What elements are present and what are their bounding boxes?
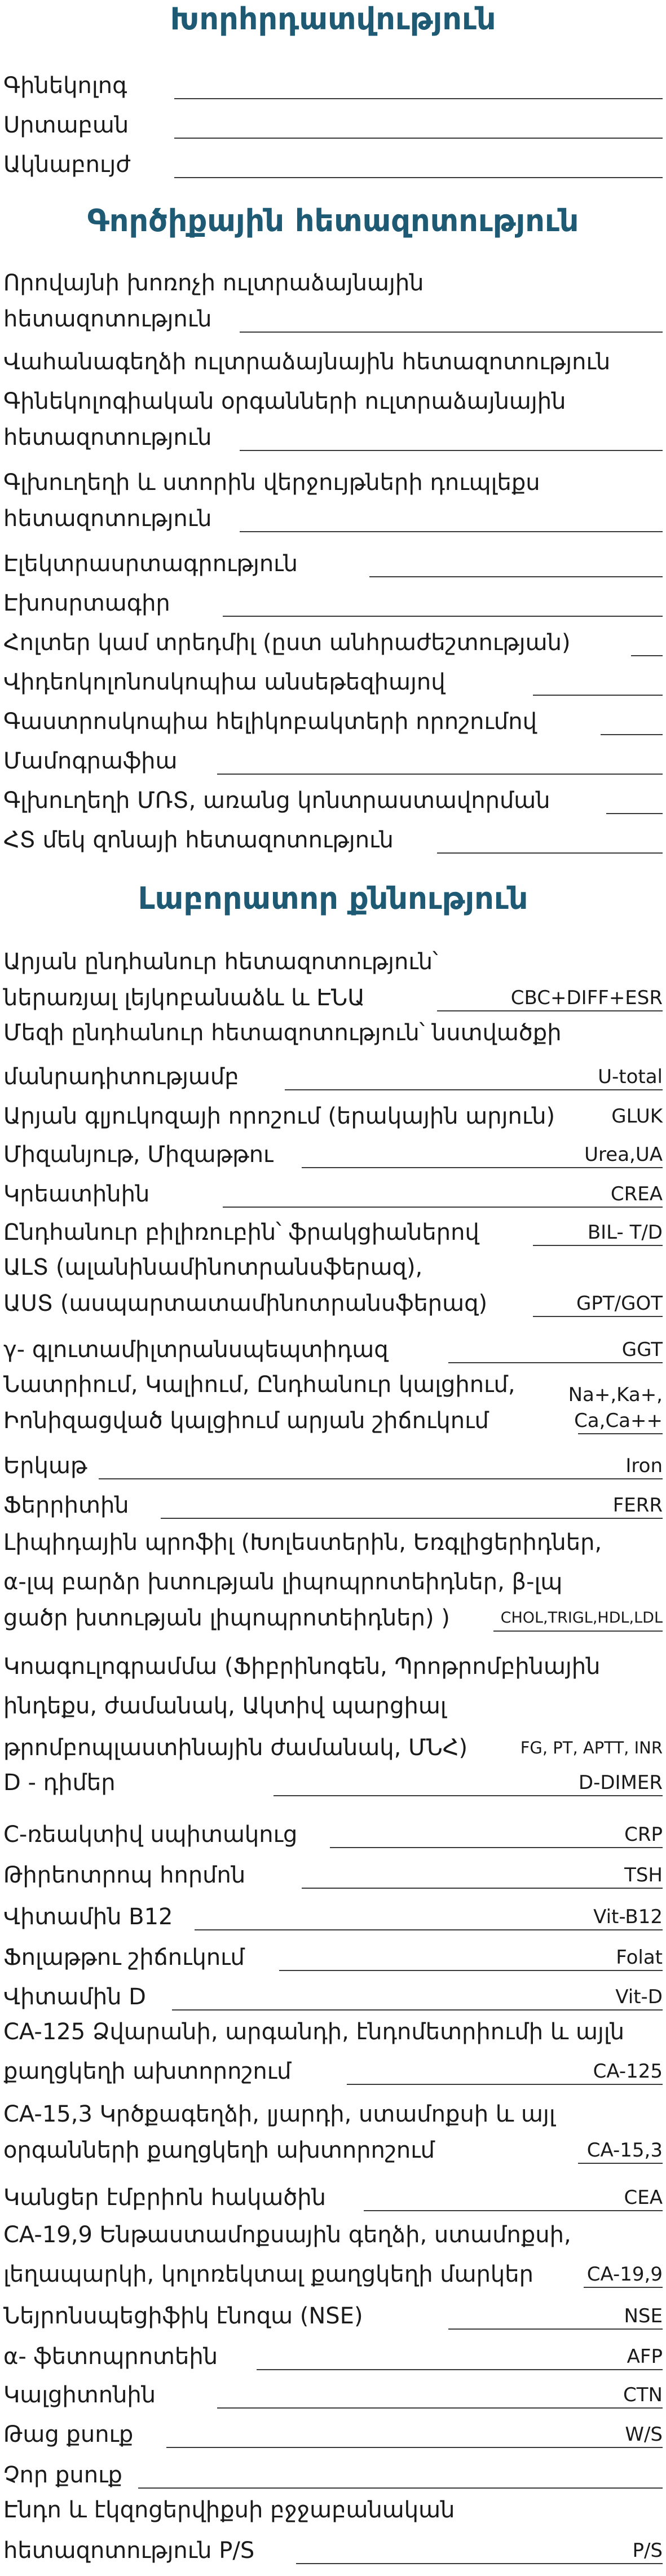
- item-label-line1: ԱԼՏ (ալանինամինոտրանսֆերազ),: [3, 1254, 423, 1280]
- fill-line[interactable]: [217, 774, 663, 775]
- item-label-line2: Իոնիզացված կալցիում արյան շիճուկում: [3, 1408, 489, 1434]
- item-label-line2: ինդեքս, ժամանակ, Ակտիվ պարցիալ: [3, 1693, 447, 1719]
- test-code: CBC+DIFF+ESR: [510, 987, 663, 1009]
- test-code: Ca,Ca++: [574, 1409, 663, 1432]
- item-label-line2: մանրադիտությամբ: [3, 1064, 239, 1090]
- instrumental-row: [0, 268, 666, 339]
- fill-line[interactable]: [99, 1478, 663, 1479]
- fill-line[interactable]: [161, 1518, 663, 1519]
- lab-row: [0, 1097, 666, 1137]
- item-label-line1: Գինեկոլոգիական օրգանների ուլտրաձայնային: [3, 388, 566, 414]
- fill-line[interactable]: [606, 813, 663, 814]
- fill-line[interactable]: [240, 450, 663, 451]
- test-code: CEA: [624, 2186, 663, 2209]
- instrumental-row: [0, 821, 666, 860]
- item-label: Հոլտեր կամ տրեդմիլ (ըստ անհրաժեշտության): [3, 630, 571, 656]
- item-label: Կանցեր էմբրիոն հակածին: [3, 2185, 326, 2211]
- test-code: Folat: [616, 1946, 663, 1969]
- fill-line[interactable]: [369, 576, 663, 577]
- test-code: CHOL,TRIGL,HDL,LDL: [500, 1609, 663, 1627]
- lab-row: [0, 1764, 666, 1803]
- fill-line[interactable]: [330, 1847, 663, 1848]
- test-code: FG, PT, APTT, INR: [520, 1738, 663, 1757]
- consult-row-cardiologist: [0, 106, 666, 145]
- item-label-line2: α-լպ բարձր խտության լիպոպրոտեիդներ, β-լպ: [3, 1569, 563, 1595]
- item-label: Երկաթ: [3, 1453, 87, 1479]
- item-label-line2: հետազոտություն: [3, 425, 212, 450]
- item-label-line2: ԱՍՏ (ասպարտատամինոտրանսֆերազ): [3, 1291, 488, 1316]
- fill-line[interactable]: [274, 1795, 663, 1796]
- item-label-line2: լեղապարկի, կոլոռեկտալ քաղցկեղի մարկեր: [3, 2261, 533, 2287]
- item-label: C-ռեակտիվ սպիտակուց: [3, 1822, 298, 1848]
- fill-line[interactable]: [302, 1888, 663, 1889]
- item-label: Թաց քսուք: [3, 2422, 134, 2447]
- lab-row: [0, 1018, 666, 1097]
- item-label: Վիդեոկոլոնոսկոպիա անսեթեզիայով: [3, 669, 446, 695]
- consultation-heading: Խորհրդատվություն: [170, 1, 496, 37]
- fill-line[interactable]: [240, 332, 663, 333]
- fill-line[interactable]: [584, 2287, 663, 2288]
- lab-row: [0, 1856, 666, 1895]
- lab-row: [0, 1815, 666, 1855]
- fill-line[interactable]: [631, 655, 663, 656]
- test-code: U-total: [598, 1066, 663, 1088]
- item-label-line1: CA-125 Ձվարանի, արգանդի, էնդոմետրիումի և այլն: [3, 2019, 625, 2045]
- lab-row: [0, 1331, 666, 1370]
- instrumental-row: [0, 584, 666, 624]
- test-code: BIL- T/D: [587, 1221, 663, 1244]
- consult-label: Ակնաբույժ: [3, 152, 131, 178]
- test-code: CTN: [623, 2384, 663, 2406]
- lab-row: [0, 2338, 666, 2377]
- instrumental-row: [0, 702, 666, 742]
- item-label: Ֆերրիտին: [3, 1492, 129, 1518]
- test-code: GLUK: [611, 1105, 663, 1128]
- lab-row: [0, 947, 666, 1018]
- item-label: Էխոսրտագիր: [3, 590, 170, 616]
- lab-row: [0, 2297, 666, 2336]
- instrumental-row: [0, 742, 666, 781]
- lab-row: [0, 1652, 666, 1768]
- item-label: α- ֆետոպրոտեին: [3, 2344, 218, 2370]
- item-label: Վահանագեղձի ուլտրաձայնային հետազոտություն: [3, 349, 611, 375]
- test-code: Vit-B12: [593, 1906, 663, 1928]
- instrumental-row: [0, 343, 666, 382]
- instrumental-row: [0, 624, 666, 663]
- item-label: Միզանյութ, Միզաթթու: [3, 1142, 274, 1168]
- item-label: Վիտամին D: [3, 1984, 146, 2010]
- lab-row: [0, 1978, 666, 2017]
- test-code: CRP: [624, 1823, 663, 1846]
- test-code: W/S: [625, 2423, 663, 2446]
- fill-line[interactable]: [285, 1089, 663, 1090]
- test-code: TSH: [624, 1864, 663, 1886]
- fill-line[interactable]: [240, 531, 663, 532]
- lab-row: [0, 2415, 666, 2455]
- item-label-line1: Որովայնի խոռոչի ուլտրաձայնային: [3, 270, 424, 296]
- item-label-line1: Կոագուլոգրամմա (Ֆիբրինոգեն, Պրոթրոմբինային: [3, 1654, 601, 1680]
- test-code: CA-19,9: [586, 2263, 663, 2286]
- consult-row-gynecologist: [0, 67, 666, 106]
- lab-row: [0, 1938, 666, 1978]
- fill-line[interactable]: [533, 1316, 663, 1317]
- fill-line[interactable]: [448, 1362, 663, 1363]
- item-label: Ընդհանուր բիլիռուբին՝ ֆրակցիաներով: [3, 1219, 479, 1245]
- fill-line[interactable]: [347, 2084, 663, 2085]
- fill-line[interactable]: [448, 2328, 663, 2330]
- item-label: Էլեկտրասրտագրություն: [3, 551, 298, 577]
- item-label: ՀՏ մեկ զոնայի հետազոտություն: [3, 827, 394, 853]
- test-code: P/S: [632, 2539, 663, 2562]
- lab-row: [0, 2376, 666, 2415]
- item-label-line2: օրգանների քաղցկեղի ախտորոշում: [3, 2137, 435, 2163]
- fill-line[interactable]: [296, 2563, 663, 2564]
- fill-line[interactable]: [223, 1207, 663, 1208]
- item-label-line1: Էնդո և էկզոցերվիքսի բջջաբանական: [3, 2497, 455, 2523]
- lab-row: [0, 2179, 666, 2218]
- test-code: Iron: [625, 1455, 663, 1477]
- lab-row: [0, 1447, 666, 1486]
- fill-line[interactable]: [437, 1010, 663, 1011]
- consult-row-ophthalmologist: [0, 145, 666, 185]
- test-code: GPT/GOT: [576, 1292, 663, 1315]
- item-label: Կալցիտոնին: [3, 2382, 156, 2408]
- fill-line[interactable]: [174, 98, 663, 99]
- item-label-line1: CA-15,3 Կրծքագեղձի, լյարդի, ստամոքսի և այլ: [3, 2101, 555, 2127]
- item-label-line2: հետազոտություն P/S: [3, 2538, 255, 2564]
- lab-row: [0, 1898, 666, 1937]
- consult-label: Սրտաբան: [3, 112, 129, 138]
- item-label: Նեյրոնսպեցիֆիկ էնոզա (NSE): [3, 2303, 363, 2329]
- lab-row: [0, 1135, 666, 1175]
- fill-line[interactable]: [279, 1970, 663, 1971]
- fill-line[interactable]: [493, 1631, 663, 1632]
- test-code: Na+,Ka+,: [568, 1384, 663, 1406]
- fill-line[interactable]: [217, 2407, 663, 2409]
- item-label: D - դիմեր: [3, 1770, 116, 1796]
- item-label: Վիտամին B12: [3, 1904, 173, 1930]
- lab-row: [0, 2017, 666, 2092]
- item-label: Ֆոլաթթու շիճուկում: [3, 1945, 245, 1970]
- fill-line[interactable]: [166, 2447, 663, 2448]
- fill-line[interactable]: [174, 138, 663, 139]
- instrumental-row: [0, 468, 666, 539]
- test-code: CREA: [610, 1183, 663, 1205]
- lab-row: [0, 2456, 666, 2495]
- instrumental-row: [0, 781, 666, 821]
- fill-line[interactable]: [533, 695, 663, 696]
- test-code: GGT: [621, 1338, 663, 1361]
- fill-line[interactable]: [437, 852, 663, 854]
- item-label: γ- գլուտամիլտրանսպեպտիդազ: [3, 1337, 389, 1363]
- test-code: FERR: [612, 1494, 663, 1517]
- test-code: Vit-D: [615, 1986, 663, 2008]
- instrumental-row: [0, 387, 666, 458]
- item-label-line1: Մեզի ընդհանուր հետազոտություն՝ նստվածքի: [3, 1020, 562, 1046]
- test-code: CA-125: [593, 2060, 663, 2083]
- consult-label: Գինեկոլոգ: [3, 73, 127, 99]
- fill-line[interactable]: [223, 616, 663, 617]
- test-code: CA-15,3: [586, 2139, 663, 2162]
- fill-line[interactable]: [302, 1167, 663, 1168]
- fill-line[interactable]: [533, 1245, 663, 1246]
- fill-line[interactable]: [257, 2369, 663, 2370]
- instrumental-heading: Գործիքային հետազոտություն: [87, 203, 579, 238]
- fill-line[interactable]: [578, 1433, 663, 1434]
- item-label-line2: հետազոտություն: [3, 306, 212, 332]
- item-label-line1: Նատրիում, Կալիում, Ընդհանուր կալցիում,: [3, 1372, 515, 1398]
- test-code: D-DIMER: [578, 1771, 663, 1794]
- lab-row: [0, 2495, 666, 2571]
- item-label-line2: հետազոտություն: [3, 506, 212, 532]
- item-label-line1: Գլխուղեղի և ստորին վերջույթների դուպլեքս: [3, 470, 540, 496]
- item-label-line2: քաղցկեղի ախտորոշում: [3, 2058, 292, 2084]
- instrumental-row: [0, 663, 666, 702]
- lab-row: [0, 1486, 666, 1526]
- item-label-line2: ներառյալ լեյկոբանաձև և ԷՆԱ: [3, 985, 365, 1011]
- fill-line[interactable]: [578, 2163, 663, 2164]
- fill-line[interactable]: [172, 2009, 663, 2011]
- test-code: Urea,UA: [584, 1143, 663, 1166]
- item-label: Գաստրոսկոպիա հելիկոբակտերի որոշումով: [3, 709, 537, 735]
- item-label: Թիրեոտրոպ հորմոն: [3, 1862, 246, 1888]
- lab-row: [0, 2220, 666, 2295]
- lab-row: [0, 1528, 666, 1638]
- test-code: AFP: [627, 2345, 663, 2368]
- item-label-line3: թրոմբոպլաստինային ժամանակ, ՄՆՀ): [3, 1735, 468, 1761]
- item-label: Գլխուղեղի ՄՌՏ, առանց կոնտրաստավորման: [3, 788, 550, 814]
- item-label-line1: CA-19,9 Ենթաստամոքսային գեղձի, ստամոքսի,: [3, 2222, 571, 2248]
- fill-line[interactable]: [364, 2210, 663, 2211]
- item-label: Չոր քսուք: [3, 2462, 122, 2488]
- lab-row: [0, 1175, 666, 1214]
- lab-row: [0, 1213, 666, 1253]
- test-code: NSE: [624, 2305, 663, 2327]
- lab-row: [0, 1253, 666, 1324]
- fill-line[interactable]: [601, 734, 663, 735]
- instrumental-row: [0, 545, 666, 584]
- fill-line[interactable]: [174, 177, 663, 178]
- fill-line[interactable]: [195, 1929, 663, 1930]
- laboratory-heading: Լաբորատոր քննություն: [138, 881, 528, 916]
- lab-row: [0, 1370, 666, 1441]
- lab-row: [0, 2100, 666, 2171]
- item-label: Կրեատինին: [3, 1181, 150, 1207]
- item-label-line1: Արյան ընդհանուր հետազոտություն՝: [3, 949, 438, 975]
- item-label-line3: ցածր խտության լիպոպրոտեիդներ) ): [3, 1605, 450, 1631]
- item-label-line1: Լիպիդային պրոֆիլ (Խոլեստերին, Եռգլիցերիդներ,: [3, 1530, 602, 1556]
- item-label: Մամոգրաֆիա: [3, 748, 178, 774]
- fill-line[interactable]: [138, 2487, 663, 2489]
- item-label: Արյան գլյուկոզայի որոշում (երակային արյուն): [3, 1103, 555, 1129]
